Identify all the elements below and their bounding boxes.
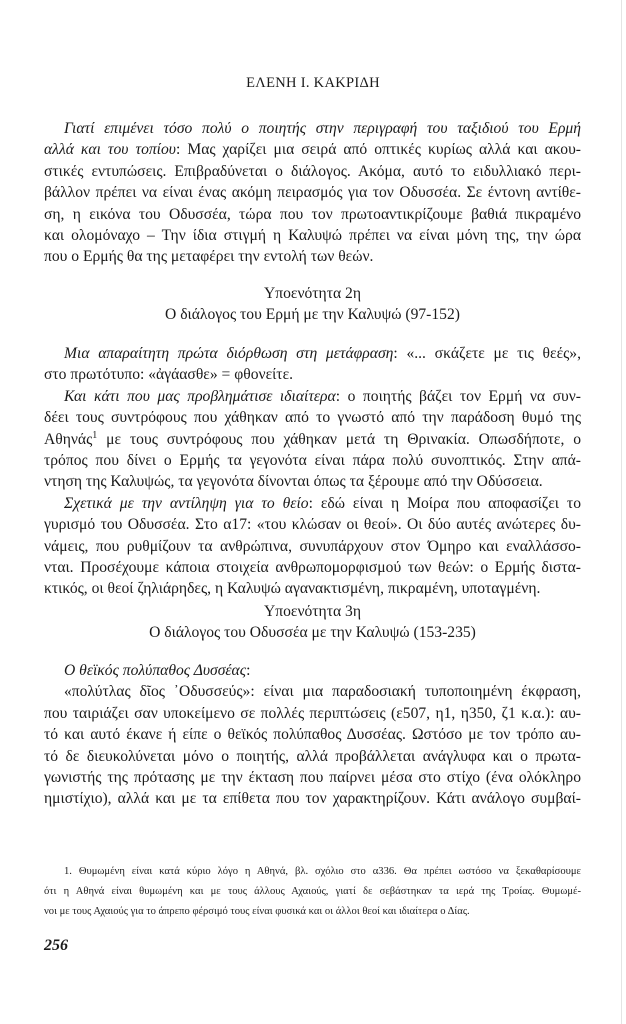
text-line: νται. Προσέχουμε κάποια στοιχεία ανθρωπομορφισμού των θεών: ο Ερμής διστα-: [44, 558, 581, 576]
section-3-heading: [44, 601, 581, 644]
text-line: Γιατί επιμένει τόσο πολύ ο ποιητής στην περιγραφή του ταξιδιού του Ερμή: [64, 120, 581, 137]
footnote-line: ότι η Αθηνά είναι θυμωμένη και με τους άλλους Αχαιούς, γιατί δε σεβάστηκαν τα ιερά της Τροίας. Θυμωμέ-: [44, 886, 581, 897]
footnote-line: νοι με τους Αχαιούς για το άπρεπο φέρσιμό τους είναι φυσικά και οι άλλοι θεοί και ιδιαίτερα ο Δίας.: [44, 906, 470, 917]
text-line: στικές εντυπώσεις. Επιβραδύνεται ο διάλογος. Ακόμα, αυτό το ειδυλλιακό περι-: [44, 162, 581, 180]
text-line: τρόπος που δίνει ο Ερμής τα γεγονότα είναι πάρα πολύ συνοπτικός. Στην απά-: [44, 451, 581, 469]
text-line: ντηση της Καλυψώς, τα γεγονότα δίνονται όπως τα ξέρουμε από την Οδύσσεια.: [44, 473, 543, 491]
text-line: που ο Ερμής θα της μεταφέρει την εντολή των θεών.: [44, 248, 374, 266]
text-line: αλλά και του τοπίου: Μας χαρίζει μια σειρά από οπτικές κυρίως αλλά και ακου-: [44, 141, 581, 159]
footnote-ref: 1: [92, 429, 98, 441]
text-line: νάμεις, που ρυθμίζουν τα ανθρώπινα, συνυπάρχουν στον Όμηρο και εναλλάσσο-: [44, 537, 581, 555]
text-line: τό δε διευκολύνεται μόνο ο ποιητής, αλλά προβάλλεται ανάγλυφα και ο πρωτα-: [44, 747, 581, 765]
running-head: ΕΛΕΝΗ Ι. ΚΑΚΡΙΔΗ: [246, 75, 380, 91]
text-line: που ταιριάζει σαν υποκείμενο σε πολλές περιπτώσεις (ε507, η1, η350, ζ1 κ.α.): αυ-: [44, 704, 581, 722]
section-title: Ο διάλογος του Ερμή με την Καλυψώ (97-152): [165, 306, 460, 324]
footnote: [44, 862, 581, 922]
text-line: ση, η εικόνα του Οδυσσέα, τώρα που τον πρωτοαντικρίζουμε βαθιά πικραμένο: [44, 205, 581, 223]
section-3-body: [44, 660, 581, 810]
text-line: ημιστίχιο), αλλά και με τα επίθετα που τον χαρακτηρίζουν. Κάτι ανάλογο συμβαί-: [44, 790, 581, 808]
section-label: Υποενότητα 2η: [263, 285, 362, 302]
text-line: γυρισμό του Οδυσσέα. Στο α17: «του κλώσαν οι θεοί». Οι δύο αυτές ανώτερες δυ-: [44, 516, 581, 534]
text-line: Σχετικά με την αντίληψη για το θείο: εδώ είναι η Μοίρα που αποφασίζει το: [64, 494, 581, 512]
text-line: Ο θεϊκός πολύπαθος Δυσσέας:: [64, 662, 251, 679]
page-edge: [621, 0, 622, 1024]
text-line: «πολύτλας δῖος ᾿Οδυσσεύς»: είναι μια παραδοσιακή τυποποιημένη έκφραση,: [64, 683, 581, 701]
section-2-heading: [44, 283, 581, 326]
text-line: τό και αυτό έκανε ή είπε ο θεϊκός πολύπαθος Δυσσέας. Ωστόσο με τον τρόπο αυ-: [44, 726, 581, 744]
section-2-body: [44, 343, 581, 600]
paragraph-1: [44, 118, 581, 268]
text-line: Αθηνάς$^1$ με τους συντρόφους που χάθηκαν μετά τη Θρινακία. Οπωσδήποτε, ο: [44, 429, 581, 448]
section-title: Ο διάλογος του Οδυσσέα με την Καλυψώ (153-235): [149, 624, 476, 642]
text-line: στο πρωτότυπο: «ἀγάασθε» = φθονείτε.: [44, 366, 294, 384]
text-line: και ολομόναχο – Την ίδια στιγμή η Καλυψώ πρέπει να είναι μόνη της, την ώρα: [44, 226, 581, 244]
text-line: κτικός, οι θεοί ζηλιάρηδες, η Καλυψώ αγανακτισμένη, πικραμένη, υποταγμένη.: [44, 580, 541, 598]
footnote-line: 1. Θυμωμένη είναι κατά κύριο λόγο η Αθηνά, βλ. σχόλιο στο α336. Θα πρέπει ωστόσο να ξεκαθαρίσουμε: [64, 866, 581, 877]
text-line: δέει τους συντρόφους που χάθηκαν από το γνωστό από την παράδοση θυμό της: [44, 409, 581, 427]
text-line: βάλλον πρέπει να είναι ένας ακόμη πειρασμός για τον Οδυσσέα. Σε έντονη αντίθε-: [44, 184, 581, 202]
section-label: Υποενότητα 3η: [263, 603, 362, 620]
page-number: 256: [44, 937, 68, 954]
text-line: Μια απαραίτητη πρώτα διόρθωση στη μετάφραση: «... σκάζετε με τις θεές»,: [64, 345, 581, 362]
text-line: γωνιστής της πρότασης με την έκταση που παίρνει μέσα στο στίχο (ένα ολόκληρο: [44, 768, 581, 786]
text-line: Και κάτι που μας προβλημάτισε ιδιαίτερα: ο ποιητής βάζει τον Ερμή να συν-: [64, 387, 581, 405]
